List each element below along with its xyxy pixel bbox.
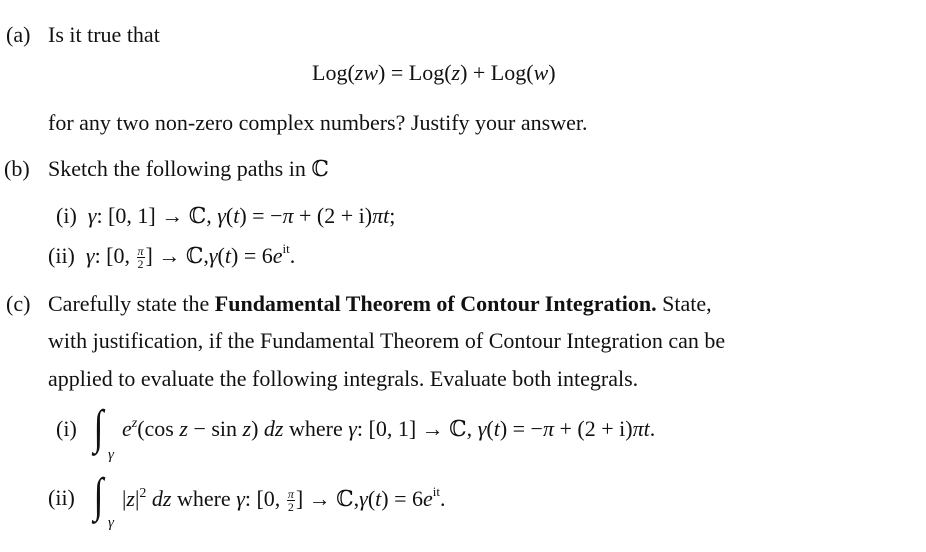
part-c-item-ii-label: (ii) <box>48 485 75 510</box>
part-b-item-ii-label: (ii) <box>48 243 75 268</box>
part-c-label: (c) <box>6 291 31 316</box>
part-b-item-i-label: (i) <box>56 203 77 228</box>
part-c-line1: Carefully state the Fundamental Theorem of Contour Integration. State, <box>48 291 712 316</box>
part-a-equation: Log(zw) = Log(z) + Log(w) <box>312 60 556 85</box>
part-b-item-ii: (ii) γ: [0, $\frac{\pi}{2}$ ] → ℂ,γ(t) = $6e^{it}$. <box>48 241 296 272</box>
part-c-item-ii-expr: $|z|^2$ dz where γ: [0, $\frac{\pi}{2}$ ] → ℂ,γ(t) = $6e^{it}$. <box>122 484 446 515</box>
integral-subscript: γ <box>108 515 114 531</box>
part-c-item-i-label: (i) <box>56 416 77 441</box>
part-c-item-i-expr: $e^z(\cos$ z − sin z) dz where γ: [0, 1] → ℂ, γ(t) = −π + (2 + i)πt. <box>122 416 656 441</box>
part-a-question: for any two non-zero complex numbers? Justify your answer. <box>48 110 588 135</box>
part-b-label: (b) <box>4 156 30 181</box>
integral-sign-icon: ∫ <box>93 401 104 454</box>
part-b-intro: Sketch the following paths in ℂ <box>48 156 329 181</box>
integral-sign-icon: ∫ <box>93 469 104 522</box>
integral-subscript: γ <box>108 447 114 463</box>
part-c-line3: applied to evaluate the following integrals. Evaluate both integrals. <box>48 366 639 391</box>
part-b-item-i: (i) γ: [0, 1] → ℂ, γ(t) = −π + (2 + i)πt; <box>56 203 396 228</box>
part-a-intro: Is it true that <box>48 22 160 47</box>
part-c-line2: with justification, if the Fundamental Theorem of Contour Integration can be <box>48 328 726 353</box>
theorem-name: Fundamental Theorem of Contour Integration. <box>214 291 657 316</box>
part-a-label: (a) <box>6 22 31 47</box>
